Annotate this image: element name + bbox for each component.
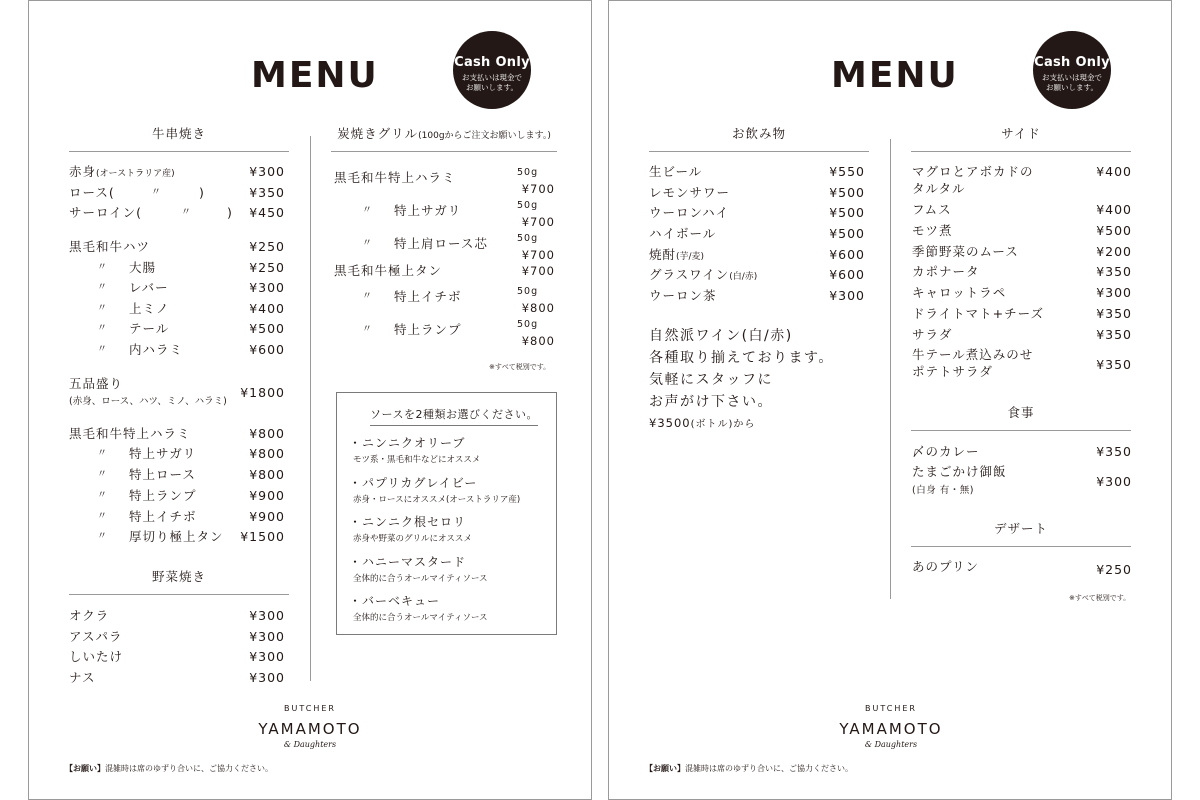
item-name: 特上イチボ bbox=[394, 289, 462, 304]
menu-item bbox=[69, 341, 285, 359]
footer-tag: 【お願い】 bbox=[645, 764, 685, 773]
wine-text-line: 気軽にスタッフに bbox=[649, 372, 773, 388]
item-price: ¥500 bbox=[1096, 223, 1132, 238]
sauce-box bbox=[336, 392, 557, 635]
logo-sub: & Daughters bbox=[864, 740, 918, 749]
item-name: 黒毛和牛ハツ bbox=[69, 239, 151, 254]
item-price: ¥300 bbox=[249, 670, 285, 685]
cash-only-title: Cash Only bbox=[454, 55, 530, 70]
item-price: ¥400 bbox=[249, 301, 285, 316]
ditto-mark: 〃 bbox=[97, 344, 108, 355]
item-price: ¥600 bbox=[829, 267, 865, 282]
ditto-mark: 〃 bbox=[97, 303, 108, 314]
item-price: ¥300 bbox=[1096, 474, 1132, 489]
sauce-name: ・ニンニク根セロリ bbox=[349, 515, 467, 529]
item-name: 特上サガリ bbox=[394, 203, 462, 218]
item-name: ウーロン茶 bbox=[649, 288, 717, 303]
item-name: あのプリン bbox=[912, 559, 980, 574]
section-title-text: デザート bbox=[993, 521, 1048, 536]
menu-item bbox=[69, 445, 285, 463]
drink-item bbox=[649, 246, 865, 264]
item-name: 特上肩ロース芯 bbox=[394, 236, 488, 251]
item-price: ¥550 bbox=[829, 164, 865, 179]
footer-text: 混雑時は席のゆずり合いに、ご協力ください。 bbox=[105, 764, 273, 773]
item-name: フムス bbox=[912, 202, 952, 217]
menu-item bbox=[69, 163, 285, 181]
item-name: 上ミノ bbox=[129, 301, 170, 316]
tax-note: ※すべて税別です。 bbox=[1069, 594, 1131, 602]
item-price: ¥300 bbox=[1096, 285, 1132, 300]
item-price: ¥700 bbox=[521, 215, 555, 229]
item-name: 黒毛和牛特上ハラミ bbox=[69, 426, 191, 441]
item-price: ¥350 bbox=[1096, 444, 1132, 459]
sauce-desc: 赤身・ロースにオススメ(オーストラリア産) bbox=[353, 495, 521, 505]
item-name: ナス bbox=[69, 670, 96, 685]
side-item-line2 bbox=[912, 363, 1132, 381]
cash-only-badge bbox=[1033, 31, 1111, 109]
side-item bbox=[912, 305, 1132, 323]
grill-item bbox=[334, 262, 514, 280]
item-name: たまごかけ御飯 bbox=[912, 464, 1007, 479]
item-close: ) bbox=[227, 205, 233, 220]
section-title-yasai bbox=[69, 567, 289, 595]
cash-only-line1: お支払いは現金で bbox=[1042, 73, 1102, 82]
item-name: グラスワイン bbox=[649, 267, 730, 282]
item-price: ¥600 bbox=[829, 247, 865, 262]
item-name: 大腸 bbox=[129, 260, 157, 275]
side-item bbox=[912, 263, 1132, 281]
grill-price bbox=[513, 231, 555, 263]
item-note: (白身 有・無) bbox=[912, 485, 974, 496]
ditto-mark: 〃 bbox=[97, 323, 108, 334]
drink-item bbox=[649, 204, 865, 222]
drink-item bbox=[649, 266, 865, 284]
item-name: テール bbox=[129, 321, 170, 336]
item-gram: 50g bbox=[517, 233, 539, 244]
menu-item bbox=[69, 628, 285, 646]
item-price: ¥500 bbox=[829, 205, 865, 220]
menu-item bbox=[69, 375, 285, 400]
grill-item bbox=[334, 169, 514, 187]
ditto-mark: 〃 bbox=[97, 469, 108, 480]
item-name: 特上サガリ bbox=[129, 446, 197, 461]
section-title-text: お飲み物 bbox=[731, 126, 786, 141]
item-name: 内ハラミ bbox=[129, 342, 184, 357]
item-name: 焼酎 bbox=[649, 247, 677, 262]
footer-text: 混雑時は席のゆずり合いに、ご協力ください。 bbox=[685, 764, 853, 773]
item-price: ¥600 bbox=[249, 342, 285, 357]
item-name-line2: タルタル bbox=[912, 181, 966, 196]
sauce-desc: 全体的に合うオールマイティソース bbox=[353, 574, 488, 584]
sauce-name: ・バーベキュー bbox=[349, 594, 441, 608]
item-price: ¥450 bbox=[249, 205, 285, 220]
butcher-yamamoto-logo bbox=[230, 704, 390, 764]
item-name: レバー bbox=[129, 280, 169, 295]
item-price: ¥500 bbox=[829, 226, 865, 241]
menu-item bbox=[69, 508, 285, 526]
side-item bbox=[912, 243, 1132, 261]
grill-item bbox=[334, 321, 514, 339]
footer-note bbox=[645, 763, 853, 774]
drink-item bbox=[649, 287, 865, 305]
item-price: ¥500 bbox=[829, 185, 865, 200]
grill-item bbox=[334, 288, 514, 306]
wine-text-line: 各種取り揃えております。 bbox=[649, 350, 834, 366]
menu-item bbox=[69, 648, 285, 666]
item-gram: 50g bbox=[517, 200, 539, 211]
item-price: ¥300 bbox=[249, 164, 285, 179]
section-title-text: 野菜焼き bbox=[151, 569, 206, 584]
ditto-mark: 〃 bbox=[181, 207, 192, 218]
section-title-drinks bbox=[649, 124, 869, 152]
wine-text-line: 自然派ワイン(白/赤) bbox=[649, 328, 793, 344]
logo-main: YAMAMOTO bbox=[258, 720, 362, 738]
item-price: ¥700 bbox=[521, 248, 555, 262]
item-name: 牛テール煮込みのせ bbox=[912, 347, 1034, 362]
menu-item bbox=[69, 184, 285, 202]
menu-item bbox=[69, 528, 285, 546]
item-gram: 50g bbox=[517, 286, 539, 297]
item-price: ¥300 bbox=[249, 608, 285, 623]
item-name: オクラ bbox=[69, 608, 110, 623]
item-note: (芋/麦) bbox=[676, 252, 705, 262]
logo-main: YAMAMOTO bbox=[839, 720, 943, 738]
sauce-name: ・ハニーマスタード bbox=[349, 555, 467, 569]
page-title: MENU bbox=[831, 55, 959, 96]
menu-item bbox=[69, 204, 285, 222]
butcher-yamamoto-logo bbox=[811, 704, 971, 764]
menu-item bbox=[69, 425, 285, 443]
menu-item bbox=[69, 466, 285, 484]
cash-only-badge bbox=[453, 31, 531, 109]
wine-text-line: お声がけ下さい。 bbox=[649, 394, 773, 410]
item-name: 特上ランプ bbox=[394, 322, 462, 337]
item-name: モツ煮 bbox=[912, 223, 953, 238]
item-price: ¥800 bbox=[249, 426, 285, 441]
item-price: ¥300 bbox=[829, 288, 865, 303]
section-title-kushi bbox=[69, 124, 289, 152]
menu-item bbox=[69, 238, 285, 256]
item-name: 黒毛和牛特上ハラミ bbox=[334, 170, 456, 185]
meal-item bbox=[912, 443, 1132, 461]
column-divider bbox=[310, 136, 311, 681]
item-price: ¥800 bbox=[249, 446, 285, 461]
ditto-mark: 〃 bbox=[362, 291, 373, 302]
item-gram: 50g bbox=[517, 319, 539, 330]
item-name: マグロとアボカドの bbox=[912, 164, 1034, 179]
item-price: ¥800 bbox=[521, 301, 555, 315]
logo-sub: & Daughters bbox=[283, 740, 337, 749]
sauce-desc: 赤身や野菜のグリルにオススメ bbox=[353, 534, 472, 544]
page-title: MENU bbox=[251, 55, 379, 96]
ditto-mark: 〃 bbox=[362, 238, 373, 249]
item-price: ¥800 bbox=[521, 334, 555, 348]
item-name: アスパラ bbox=[69, 629, 123, 644]
ditto-mark: 〃 bbox=[97, 262, 108, 273]
item-price: ¥300 bbox=[249, 280, 285, 295]
sauce-desc: 全体的に合うオールマイティソース bbox=[353, 613, 488, 623]
item-price: ¥1500 bbox=[240, 529, 285, 544]
logo-top: BUTCHER bbox=[865, 704, 917, 713]
sauce-name: ・パプリカグレイビー bbox=[349, 476, 478, 490]
item-name: 季節野菜のムース bbox=[912, 244, 1019, 259]
item-name: しいたけ bbox=[69, 649, 124, 664]
item-name: ドライトマト+チーズ bbox=[912, 306, 1044, 321]
item-name: ウーロンハイ bbox=[649, 205, 730, 220]
ditto-mark: 〃 bbox=[362, 205, 373, 216]
logo-top: BUTCHER bbox=[284, 704, 336, 713]
menu-item bbox=[69, 300, 285, 318]
section-title-text: サイド bbox=[1001, 126, 1041, 141]
section-title-side bbox=[911, 124, 1131, 152]
menu-item bbox=[69, 279, 285, 297]
section-title-text: 牛串焼き bbox=[151, 126, 206, 141]
item-price: ¥900 bbox=[249, 488, 285, 503]
menu-item bbox=[69, 259, 285, 277]
item-name: 黒毛和牛極上タン bbox=[334, 263, 443, 278]
cash-only-line2: お願いします。 bbox=[466, 83, 518, 92]
menu-page-right bbox=[608, 0, 1172, 800]
item-price: ¥3500 bbox=[649, 416, 691, 430]
ditto-mark: 〃 bbox=[97, 448, 108, 459]
item-note: (白/赤) bbox=[729, 272, 758, 282]
section-title-text: 炭焼きグリル bbox=[337, 126, 419, 141]
ditto-mark: 〃 bbox=[97, 490, 108, 501]
cash-only-line1: お支払いは現金で bbox=[462, 73, 522, 82]
price-note: (ボトル)から bbox=[690, 419, 756, 430]
item-name: 赤身 bbox=[69, 164, 97, 179]
menu-item bbox=[69, 320, 285, 338]
item-name: キャロットラペ bbox=[912, 285, 1007, 300]
section-title-shokuji bbox=[911, 403, 1131, 431]
side-item bbox=[912, 284, 1132, 302]
item-price: ¥900 bbox=[249, 509, 285, 524]
menu-item bbox=[69, 487, 285, 505]
cash-only-line2: お願いします。 bbox=[1046, 83, 1098, 92]
side-item bbox=[912, 201, 1132, 219]
drink-item bbox=[649, 225, 865, 243]
ditto-mark: 〃 bbox=[362, 324, 373, 335]
footer-note bbox=[65, 763, 273, 774]
item-name: 五品盛り bbox=[69, 376, 124, 391]
item-price: ¥350 bbox=[249, 185, 285, 200]
item-name: 特上ランプ bbox=[129, 488, 197, 503]
item-name: サーロイン( bbox=[69, 205, 143, 220]
drink-item bbox=[649, 184, 865, 202]
item-name: サラダ bbox=[912, 327, 953, 342]
tax-note: ※すべて税別です。 bbox=[489, 363, 551, 371]
section-title-dessert bbox=[911, 519, 1131, 547]
grill-item bbox=[334, 202, 514, 220]
grill-price bbox=[513, 165, 555, 197]
item-desc: (赤身、ロース、ハツ、ミノ、ハラミ) bbox=[69, 396, 227, 407]
side-item-line2 bbox=[912, 180, 1132, 198]
ditto-mark: 〃 bbox=[97, 282, 108, 293]
item-price: ¥500 bbox=[249, 321, 285, 336]
sauce-box-title: ソースを2種類お選びください。 bbox=[370, 406, 538, 426]
menu-item bbox=[69, 669, 285, 687]
side-item bbox=[912, 222, 1132, 240]
menu-page-left bbox=[28, 0, 592, 800]
item-price: ¥350 bbox=[1096, 327, 1132, 342]
item-price: ¥700 bbox=[521, 182, 555, 196]
item-name: 特上イチボ bbox=[129, 509, 197, 524]
menu-item bbox=[69, 607, 285, 625]
menu-item-desc bbox=[69, 393, 249, 411]
column-divider bbox=[890, 139, 891, 599]
item-name: ハイボール bbox=[649, 226, 717, 241]
meal-item bbox=[912, 463, 1132, 489]
item-price: ¥300 bbox=[249, 649, 285, 664]
ditto-mark: 〃 bbox=[97, 511, 108, 522]
item-price: ¥400 bbox=[1096, 164, 1132, 179]
item-price: ¥200 bbox=[1096, 244, 1132, 259]
item-note: (オーストラリア産) bbox=[96, 169, 175, 179]
item-close: ) bbox=[199, 185, 205, 200]
wine-bottle-price bbox=[649, 415, 755, 430]
cash-only-title: Cash Only bbox=[1034, 55, 1110, 70]
item-name: 〆のカレー bbox=[912, 444, 980, 459]
item-name: レモンサワー bbox=[649, 185, 731, 200]
section-title-note: (100gからご注文お願いします。) bbox=[418, 131, 551, 141]
item-name: 厚切り極上タン bbox=[129, 529, 224, 544]
item-price: ¥350 bbox=[1096, 264, 1132, 279]
item-price: ¥350 bbox=[1096, 306, 1132, 321]
drink-item bbox=[649, 163, 865, 181]
grill-price bbox=[513, 262, 555, 280]
item-name: 特上ロース bbox=[129, 467, 196, 482]
item-price: ¥400 bbox=[1096, 202, 1132, 217]
item-price: ¥250 bbox=[249, 239, 285, 254]
side-item bbox=[912, 326, 1132, 344]
grill-price bbox=[513, 198, 555, 230]
item-name: ロース( bbox=[69, 185, 115, 200]
item-price: ¥800 bbox=[249, 467, 285, 482]
section-title-grill bbox=[331, 124, 557, 152]
item-name-line2: ポテトサラダ bbox=[912, 364, 993, 379]
side-item bbox=[912, 163, 1132, 181]
dessert-item bbox=[912, 558, 1132, 576]
item-price: ¥300 bbox=[249, 629, 285, 644]
item-gram: 50g bbox=[517, 167, 539, 178]
ditto-mark: 〃 bbox=[97, 531, 108, 542]
item-name: カポナータ bbox=[912, 264, 980, 279]
item-price: ¥250 bbox=[1096, 562, 1132, 577]
sauce-name: ・ニンニクオリーブ bbox=[349, 436, 466, 450]
sauce-desc: モツ系・黒毛和牛などにオススメ bbox=[353, 455, 481, 465]
section-title-text: 食事 bbox=[1007, 405, 1035, 420]
footer-tag: 【お願い】 bbox=[65, 764, 105, 773]
grill-price bbox=[513, 317, 555, 349]
item-price: ¥350 bbox=[1096, 357, 1132, 372]
item-price: ¥1800 bbox=[240, 385, 285, 400]
item-name: 生ビール bbox=[649, 164, 703, 179]
item-price: ¥700 bbox=[521, 264, 555, 278]
grill-price bbox=[513, 284, 555, 316]
item-price: ¥250 bbox=[249, 260, 285, 275]
ditto-mark: 〃 bbox=[151, 187, 162, 198]
grill-item bbox=[334, 235, 514, 253]
meal-item-note bbox=[912, 482, 1072, 500]
